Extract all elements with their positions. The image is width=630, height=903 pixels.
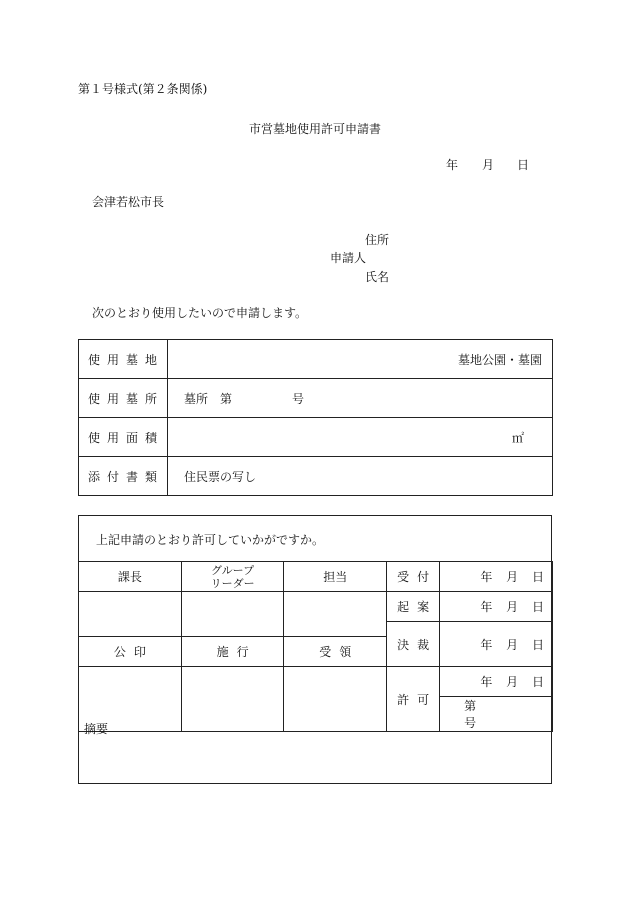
- intro-text: 次のとおり使用したいので申請します。: [92, 306, 308, 320]
- kacho-header: 課長: [79, 562, 182, 592]
- applicant-name-label: 氏名: [365, 270, 390, 284]
- date-month: 月: [482, 158, 495, 172]
- application-table: [78, 339, 553, 496]
- approval-text: 上記申請のとおり許可していかがですか。: [96, 533, 325, 547]
- juryo-header: 受領: [284, 637, 387, 667]
- group-leader-line2: リーダー: [210, 576, 255, 590]
- kessai-label: 決裁: [387, 622, 440, 667]
- kyoka-label: 許可: [387, 667, 440, 732]
- table-row: [79, 457, 553, 496]
- group-leader-line1: グループ: [211, 563, 255, 577]
- attachment-value: 住民票の写し: [168, 457, 553, 496]
- area-label: 使用面積: [79, 418, 168, 457]
- applicant-address-label: 住所: [365, 233, 390, 247]
- approval-table: [78, 561, 553, 732]
- juryo-seal-cell: [284, 667, 387, 732]
- tanto-seal-cell: [284, 592, 387, 637]
- attachment-label: 添付書類: [79, 457, 168, 496]
- number-prefix: 第: [464, 699, 477, 713]
- shiko-seal-cell: [181, 667, 284, 732]
- number-suffix: 号: [464, 716, 477, 730]
- shiko-header: 施行: [181, 637, 284, 667]
- cemetery-value: 墓地公園・墓園: [168, 340, 553, 379]
- table-row: [79, 418, 553, 457]
- kian-date: 年 月 日: [440, 592, 553, 622]
- tanto-header: 担当: [284, 562, 387, 592]
- date-year: 年: [446, 158, 459, 172]
- cemetery-label: 使用墓地: [79, 340, 168, 379]
- uketsuke-date: 年 月 日: [440, 562, 553, 592]
- plot-label: 使用墓所: [79, 379, 168, 418]
- group-leader-header: [181, 562, 284, 592]
- kacho-seal-cell: [79, 592, 182, 637]
- applicant-label: 申請人: [330, 251, 367, 265]
- form-number: 第１号様式(第２条関係): [78, 82, 208, 96]
- addressee: 会津若松市長: [92, 195, 165, 209]
- kessai-date: 年 月 日: [440, 622, 553, 667]
- date-day: 日: [517, 158, 530, 172]
- plot-value: 墓所 第 号: [168, 379, 553, 418]
- summary-label: 摘要: [84, 722, 109, 736]
- group-leader-seal-cell: [181, 592, 284, 637]
- kyoka-date: 年 月 日: [440, 667, 553, 697]
- kian-label: 起案: [387, 592, 440, 622]
- document-title: 市営墓地使用許可申請書: [248, 122, 381, 136]
- koin-header: 公印: [79, 637, 182, 667]
- kyoka-number: [440, 697, 553, 732]
- uketsuke-label: 受付: [387, 562, 440, 592]
- area-value: ㎡: [168, 418, 553, 457]
- table-row: [79, 340, 553, 379]
- table-row: [79, 379, 553, 418]
